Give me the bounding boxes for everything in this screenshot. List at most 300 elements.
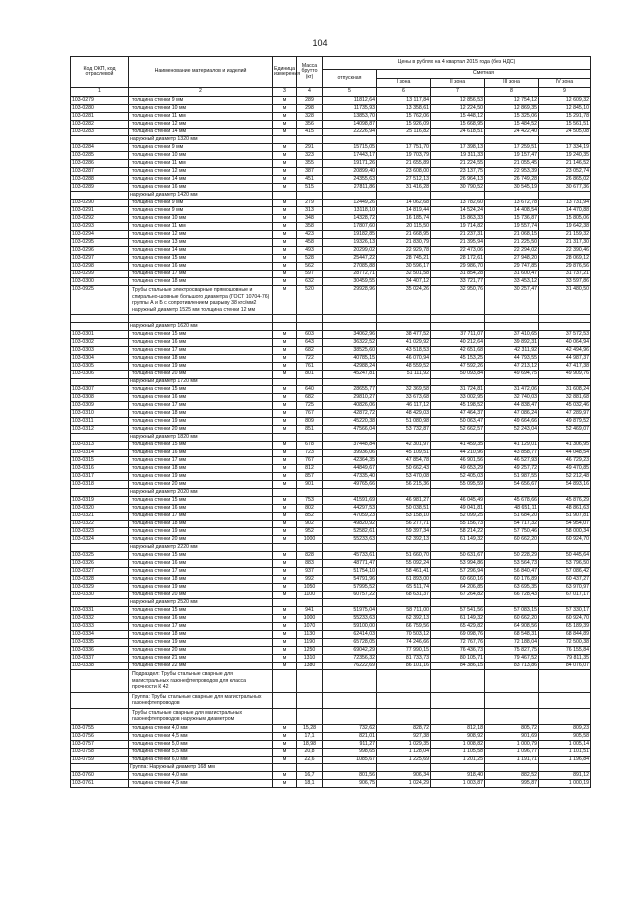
price-zone-4: 21 159,32: [539, 231, 591, 239]
price-zone-1: 21 668,95: [377, 231, 431, 239]
price-zone-2: 50 631,67: [431, 552, 485, 560]
price-zone-4: 44 987,37: [539, 354, 591, 362]
item-name: толщина стенки 6,0 мм: [129, 756, 273, 764]
price-zone-2: 812,18: [431, 724, 485, 732]
price-zone-2: 15 668,95: [431, 120, 485, 128]
item-mass: 22,6: [297, 756, 323, 764]
price-zone-2: [431, 708, 485, 724]
price-release: 57995,52: [323, 583, 377, 591]
price-zone-2: [431, 692, 485, 708]
item-name: толщина стенки 21 мм: [129, 654, 273, 662]
price-zone-4: 12 609,32: [539, 97, 591, 105]
price-zone-2: 1 008,82: [431, 740, 485, 748]
item-name: толщина стенки 15 мм: [129, 386, 273, 394]
price-zone-1: 58 461,41: [377, 567, 431, 575]
item-unit: м: [273, 473, 297, 481]
subheading-label: наружный диаметр 1820 мм: [129, 433, 273, 441]
empty-cell: [431, 544, 485, 552]
empty-cell: [323, 378, 377, 386]
price-release: 55233,63: [323, 536, 377, 544]
price-zone-1: 13 358,61: [377, 104, 431, 112]
price-zone-2: 29 986,70: [431, 262, 485, 270]
item-unit: м: [273, 615, 297, 623]
price-zone-2: 50 063,47: [431, 417, 485, 425]
price-zone-1: 21 830,79: [377, 239, 431, 247]
price-zone-4: 26 865,02: [539, 175, 591, 183]
price-release: 12449,26: [323, 199, 377, 207]
empty-cell: [273, 378, 297, 386]
item-code: 103-0288: [71, 175, 129, 183]
price-zone-2: 47 464,37: [431, 410, 485, 418]
price-zone-1: 19 703,79: [377, 152, 431, 160]
price-release: 29810,27: [323, 394, 377, 402]
price-zone-1: 30 596,17: [377, 262, 431, 270]
price-zone-2: 52 405,03: [431, 473, 485, 481]
item-mass: 562: [297, 262, 323, 270]
item-code: 103-0316: [71, 465, 129, 473]
table-row: [71, 199, 591, 207]
item-code: 103-0301: [71, 331, 129, 339]
table-row: [71, 504, 591, 512]
header-code: Код ОКП, код отраслевой: [71, 57, 129, 88]
empty-cell: [539, 599, 591, 607]
empty-cell: [539, 315, 591, 323]
empty-cell: [297, 764, 323, 772]
item-name: толщина стенки 15 мм: [129, 254, 273, 262]
price-zone-3: 60 662,20: [485, 536, 539, 544]
item-name: толщина стенки 14 мм: [129, 128, 273, 136]
price-release: 49820,92: [323, 520, 377, 528]
item-code: 103-0324: [71, 536, 129, 544]
empty-cell: [539, 764, 591, 772]
item-unit: м: [273, 559, 297, 567]
item-name: толщина стенки 9 мм: [129, 207, 273, 215]
price-zone-2: 19 714,82: [431, 223, 485, 231]
item-unit: м: [273, 168, 297, 176]
item-mass: 356: [297, 120, 323, 128]
item-name: толщина стенки 18 мм: [129, 410, 273, 418]
price-zone-2: 49 041,81: [431, 504, 485, 512]
empty-cell: [431, 378, 485, 386]
price-release: 22226,94: [323, 128, 377, 136]
price-zone-2: 21 395,94: [431, 239, 485, 247]
empty-cell: [71, 544, 129, 552]
item-mass: 20,8: [297, 748, 323, 756]
price-zone-4: 45 032,46: [539, 402, 591, 410]
item-code: 103-0331: [71, 607, 129, 615]
price-release: 30459,55: [323, 278, 377, 286]
item-mass: 767: [297, 457, 323, 465]
table-row: [71, 128, 591, 136]
table-header: [71, 57, 591, 97]
item-name: толщина стенки 19 мм: [129, 417, 273, 425]
price-release: [323, 670, 377, 693]
item-name: толщина стенки 20 мм: [129, 646, 273, 654]
item-unit: м: [273, 231, 297, 239]
empty-cell: [485, 378, 539, 386]
empty-cell: [297, 544, 323, 552]
price-release: 42988,24: [323, 362, 377, 370]
item-code: 103-0298: [71, 262, 129, 270]
empty-cell: [323, 136, 377, 144]
item-code: 103-0320: [71, 504, 129, 512]
item-code: 103-0287: [71, 168, 129, 176]
item-unit: м: [273, 239, 297, 247]
price-zone-1: 48 429,03: [377, 410, 431, 418]
price-release: 60757,22: [323, 591, 377, 599]
item-mass: 1000: [297, 615, 323, 623]
empty-cell: [431, 599, 485, 607]
table-row: [71, 481, 591, 489]
empty-cell: [377, 433, 431, 441]
empty-cell: [539, 433, 591, 441]
price-zone-3: 27 948,20: [485, 254, 539, 262]
item-unit: м: [273, 732, 297, 740]
subheading-label: наружный диаметр 1720 мм: [129, 378, 273, 386]
price-zone-2: 15 863,33: [431, 215, 485, 223]
empty-cell: [377, 544, 431, 552]
price-zone-1: 53 158,10: [377, 512, 431, 520]
item-name: толщина стенки 16 мм: [129, 339, 273, 347]
item-name: толщина стенки 16 мм: [129, 449, 273, 457]
subheading-label: наружный диаметр 2020 мм: [129, 488, 273, 496]
table-body: [71, 97, 591, 788]
subheading-label: наружный диаметр 2520 мм: [129, 599, 273, 607]
item-code: 103-0300: [71, 278, 129, 286]
price-zone-1: 23 608,00: [377, 168, 431, 176]
price-zone-3: 21 068,15: [485, 231, 539, 239]
price-zone-3: 24 422,40: [485, 128, 539, 136]
item-name: толщина стенки 20 мм: [129, 536, 273, 544]
price-zone-4: 1 005,14: [539, 740, 591, 748]
item-unit: м: [273, 128, 297, 136]
item-mass: 323: [297, 152, 323, 160]
column-number: 1: [71, 88, 129, 97]
price-zone-4: 51 907,81: [539, 512, 591, 520]
empty-cell: [297, 323, 323, 331]
item-unit: м: [273, 646, 297, 654]
item-code: 103-0305: [71, 362, 129, 370]
price-zone-2: 17 398,13: [431, 144, 485, 152]
price-release: 62414,03: [323, 631, 377, 639]
empty-cell: [323, 323, 377, 331]
price-zone-1: 65 511,74: [377, 583, 431, 591]
price-release: 27811,86: [323, 183, 377, 191]
item-code: 103-0759: [71, 756, 129, 764]
item-name: толщина стенки 5,5 мм: [129, 748, 273, 756]
item-mass: 328: [297, 112, 323, 120]
price-zone-4: 21 317,30: [539, 239, 591, 247]
item-name: толщина стенки 4,5 мм: [129, 780, 273, 788]
price-zone-3: 15 484,52: [485, 120, 539, 128]
subheading-label: наружный диаметр 2220 мм: [129, 544, 273, 552]
item-code: 103-0336: [71, 646, 129, 654]
price-zone-2: 24 618,51: [431, 128, 485, 136]
empty-cell: [485, 764, 539, 772]
price-zone-4: 65 189,39: [539, 623, 591, 631]
item-mass: 16,7: [297, 772, 323, 780]
item-mass: 682: [297, 394, 323, 402]
price-zone-2: 69 098,76: [431, 631, 485, 639]
item-code: [71, 708, 129, 724]
item-code: 103-0760: [71, 772, 129, 780]
price-release: 28772,71: [323, 270, 377, 278]
empty-cell: [323, 191, 377, 199]
price-zone-3: 31 472,06: [485, 386, 539, 394]
item-mass: 1380: [297, 662, 323, 670]
item-unit: м: [273, 740, 297, 748]
item-name: толщина стенки 19 мм: [129, 638, 273, 646]
price-zone-3: 52 243,04: [485, 425, 539, 433]
item-code: 103-0291: [71, 207, 129, 215]
item-mass: 901: [297, 481, 323, 489]
item-unit: м: [273, 199, 297, 207]
item-code: 103-0337: [71, 654, 129, 662]
empty-cell: [297, 191, 323, 199]
item-mass: 458: [297, 239, 323, 247]
item-name: толщина стенки 16 мм: [129, 615, 273, 623]
table-row: [71, 315, 591, 323]
empty-cell: [297, 488, 323, 496]
price-zone-3: 1 096,77: [485, 748, 539, 756]
item-unit: м: [273, 748, 297, 756]
item-mass: 723: [297, 449, 323, 457]
price-zone-3: 50 228,29: [485, 552, 539, 560]
item-mass: 851: [297, 425, 323, 433]
item-name: толщина стенки 15 мм: [129, 441, 273, 449]
price-zone-4: 29 876,56: [539, 262, 591, 270]
item-code: 103-0284: [71, 144, 129, 152]
price-zone-4: 23 052,74: [539, 168, 591, 176]
item-unit: м: [273, 567, 297, 575]
table-row: [71, 286, 591, 315]
item-name: толщина стенки 12 мм: [129, 231, 273, 239]
price-zone-3: 47 086,24: [485, 410, 539, 418]
table-row: [71, 520, 591, 528]
item-mass: 725: [297, 402, 323, 410]
price-zone-4: 33 597,86: [539, 278, 591, 286]
empty-cell: [297, 599, 323, 607]
price-zone-1: 50 662,43: [377, 465, 431, 473]
price-zone-2: 30 790,52: [431, 183, 485, 191]
table-row: [71, 536, 591, 544]
item-unit: м: [273, 104, 297, 112]
table-row: [71, 323, 591, 331]
item-code: [71, 692, 129, 708]
price-zone-2: 31 724,81: [431, 386, 485, 394]
price-release: 47566,04: [323, 425, 377, 433]
table-row: [71, 120, 591, 128]
table-row: [71, 740, 591, 748]
item-code: 103-0282: [71, 120, 129, 128]
price-release: 24355,63: [323, 175, 377, 183]
table-row: [71, 97, 591, 105]
table-row: [71, 136, 591, 144]
table-row: [71, 394, 591, 402]
empty-cell: [323, 433, 377, 441]
item-unit: [273, 692, 297, 708]
header-zone-1: I зона: [377, 79, 431, 88]
item-code: 103-0323: [71, 528, 129, 536]
item-name: Трубы стальные электросварные прямошовные и спирально-шовные большого диаметра (ГОСТ 10704-76) группы А и Б с сопротивлением разрыву 38 кгс/мм2 наружный диаметр 1525 мм толщина стенки 12 мм: [129, 286, 273, 315]
column-number: 4: [297, 88, 323, 97]
item-name: толщина стенки 13 мм: [129, 239, 273, 247]
item-mass: 812: [297, 465, 323, 473]
item-mass: 682: [297, 346, 323, 354]
price-zone-4: 47 417,38: [539, 362, 591, 370]
price-release: 28655,77: [323, 386, 377, 394]
empty-cell: [129, 315, 273, 323]
item-mass: 802: [297, 504, 323, 512]
item-name: толщина стенки 10 мм: [129, 215, 273, 223]
table-row: [71, 207, 591, 215]
price-release: 1085,67: [323, 756, 377, 764]
table-row: [71, 756, 591, 764]
price-zone-3: 33 453,12: [485, 278, 539, 286]
empty-cell: [323, 599, 377, 607]
item-name: толщина стенки 16 мм: [129, 394, 273, 402]
price-zone-2: 72 767,76: [431, 638, 485, 646]
price-release: 29928,96: [323, 286, 377, 315]
price-zone-3: 60 662,20: [485, 615, 539, 623]
item-code: 103-0281: [71, 112, 129, 120]
price-zone-3: 49 257,72: [485, 465, 539, 473]
item-name: толщина стенки 9 мм: [129, 97, 273, 105]
item-code: 103-0292: [71, 215, 129, 223]
empty-cell: [431, 488, 485, 496]
price-zone-3: 805,72: [485, 724, 539, 732]
empty-cell: [323, 315, 377, 323]
price-zone-3: 53 564,73: [485, 559, 539, 567]
price-zone-3: 1 191,71: [485, 756, 539, 764]
item-mass: 1050: [297, 583, 323, 591]
empty-cell: [431, 191, 485, 199]
price-release: 76222,69: [323, 662, 377, 670]
empty-cell: [431, 764, 485, 772]
item-name: толщина стенки 16 мм: [129, 504, 273, 512]
table-row: [71, 764, 591, 772]
price-zone-3: [485, 708, 539, 724]
item-code: 103-0285: [71, 152, 129, 160]
item-mass: 640: [297, 386, 323, 394]
price-release: 52582,61: [323, 528, 377, 536]
item-name: Трубы стальные сварные для магистральных газонефтепроводов наружным диаметром: [129, 708, 273, 724]
column-number: 2: [129, 88, 273, 97]
price-release: 39936,06: [323, 449, 377, 457]
price-zone-2: 65 429,82: [431, 623, 485, 631]
price-zone-1: 53 732,87: [377, 425, 431, 433]
table-row: [71, 270, 591, 278]
table-row: [71, 772, 591, 780]
price-zone-4: 45 876,29: [539, 496, 591, 504]
item-unit: м: [273, 772, 297, 780]
item-unit: м: [273, 402, 297, 410]
item-code: 103-0314: [71, 449, 129, 457]
item-mass: 632: [297, 278, 323, 286]
price-zone-2: 67 264,82: [431, 591, 485, 599]
header-unit: Единица измерения: [273, 57, 297, 88]
price-zone-1: 48 559,52: [377, 362, 431, 370]
column-number: 3: [273, 88, 297, 97]
item-mass: [297, 708, 323, 724]
table-row: [71, 662, 591, 670]
item-unit: м: [273, 457, 297, 465]
price-zone-1: 20 115,50: [377, 223, 431, 231]
empty-cell: [323, 544, 377, 552]
item-unit: м: [273, 254, 297, 262]
price-zone-3: 49 664,66: [485, 417, 539, 425]
item-name: толщина стенки 4,5 мм: [129, 732, 273, 740]
price-zone-1: 42 301,97: [377, 441, 431, 449]
item-name: толщина стенки 18 мм: [129, 278, 273, 286]
price-zone-4: 50 445,64: [539, 552, 591, 560]
price-zone-1: 51 660,70: [377, 552, 431, 560]
price-zone-1: 828,72: [377, 724, 431, 732]
price-zone-3: 21 055,45: [485, 160, 539, 168]
price-zone-4: 52 212,48: [539, 473, 591, 481]
price-zone-2: 40 212,64: [431, 339, 485, 347]
item-unit: м: [273, 270, 297, 278]
item-name: толщина стенки 11 мм: [129, 112, 273, 120]
price-zone-4: 24 505,08: [539, 128, 591, 136]
empty-cell: [273, 323, 297, 331]
empty-cell: [431, 315, 485, 323]
price-zone-1: 77 990,15: [377, 646, 431, 654]
item-name: толщина стенки 20 мм: [129, 370, 273, 378]
item-unit: м: [273, 583, 297, 591]
item-mass: 387: [297, 168, 323, 176]
header-zone-3: III зона: [485, 79, 539, 88]
table-row: [71, 692, 591, 708]
price-zone-3: 64 908,56: [485, 623, 539, 631]
table-row: [71, 732, 591, 740]
column-number: 8: [485, 88, 539, 97]
price-zone-2: 57 541,56: [431, 607, 485, 615]
price-zone-3: 14 408,54: [485, 207, 539, 215]
table-row: [71, 780, 591, 788]
item-mass: 828: [297, 552, 323, 560]
price-zone-3: 39 892,31: [485, 339, 539, 347]
price-zone-1: 32 501,58: [377, 270, 431, 278]
item-mass: 883: [297, 559, 323, 567]
item-code: 103-0334: [71, 631, 129, 639]
table-row: [71, 623, 591, 631]
table-row: [71, 646, 591, 654]
empty-cell: [71, 488, 129, 496]
price-zone-1: 59 397,34: [377, 528, 431, 536]
price-zone-4: 44 048,54: [539, 449, 591, 457]
empty-cell: [485, 136, 539, 144]
item-name: толщина стенки 12 мм: [129, 168, 273, 176]
item-mass: 15,28: [297, 724, 323, 732]
price-zone-4: 79 811,35: [539, 654, 591, 662]
item-name: толщина стенки 9 мм: [129, 144, 273, 152]
price-zone-4: 32 881,68: [539, 394, 591, 402]
item-code: 103-0758: [71, 748, 129, 756]
item-name: толщина стенки 11 мм: [129, 160, 273, 168]
table-row: [71, 331, 591, 339]
table-row: [71, 528, 591, 536]
item-code: 103-0757: [71, 740, 129, 748]
item-unit: м: [273, 183, 297, 191]
price-zone-2: 45 153,25: [431, 354, 485, 362]
empty-cell: [377, 136, 431, 144]
column-number: 6: [377, 88, 431, 97]
table-row: [71, 223, 591, 231]
table-row: [71, 544, 591, 552]
item-code: 103-0327: [71, 567, 129, 575]
item-unit: м: [273, 662, 297, 670]
